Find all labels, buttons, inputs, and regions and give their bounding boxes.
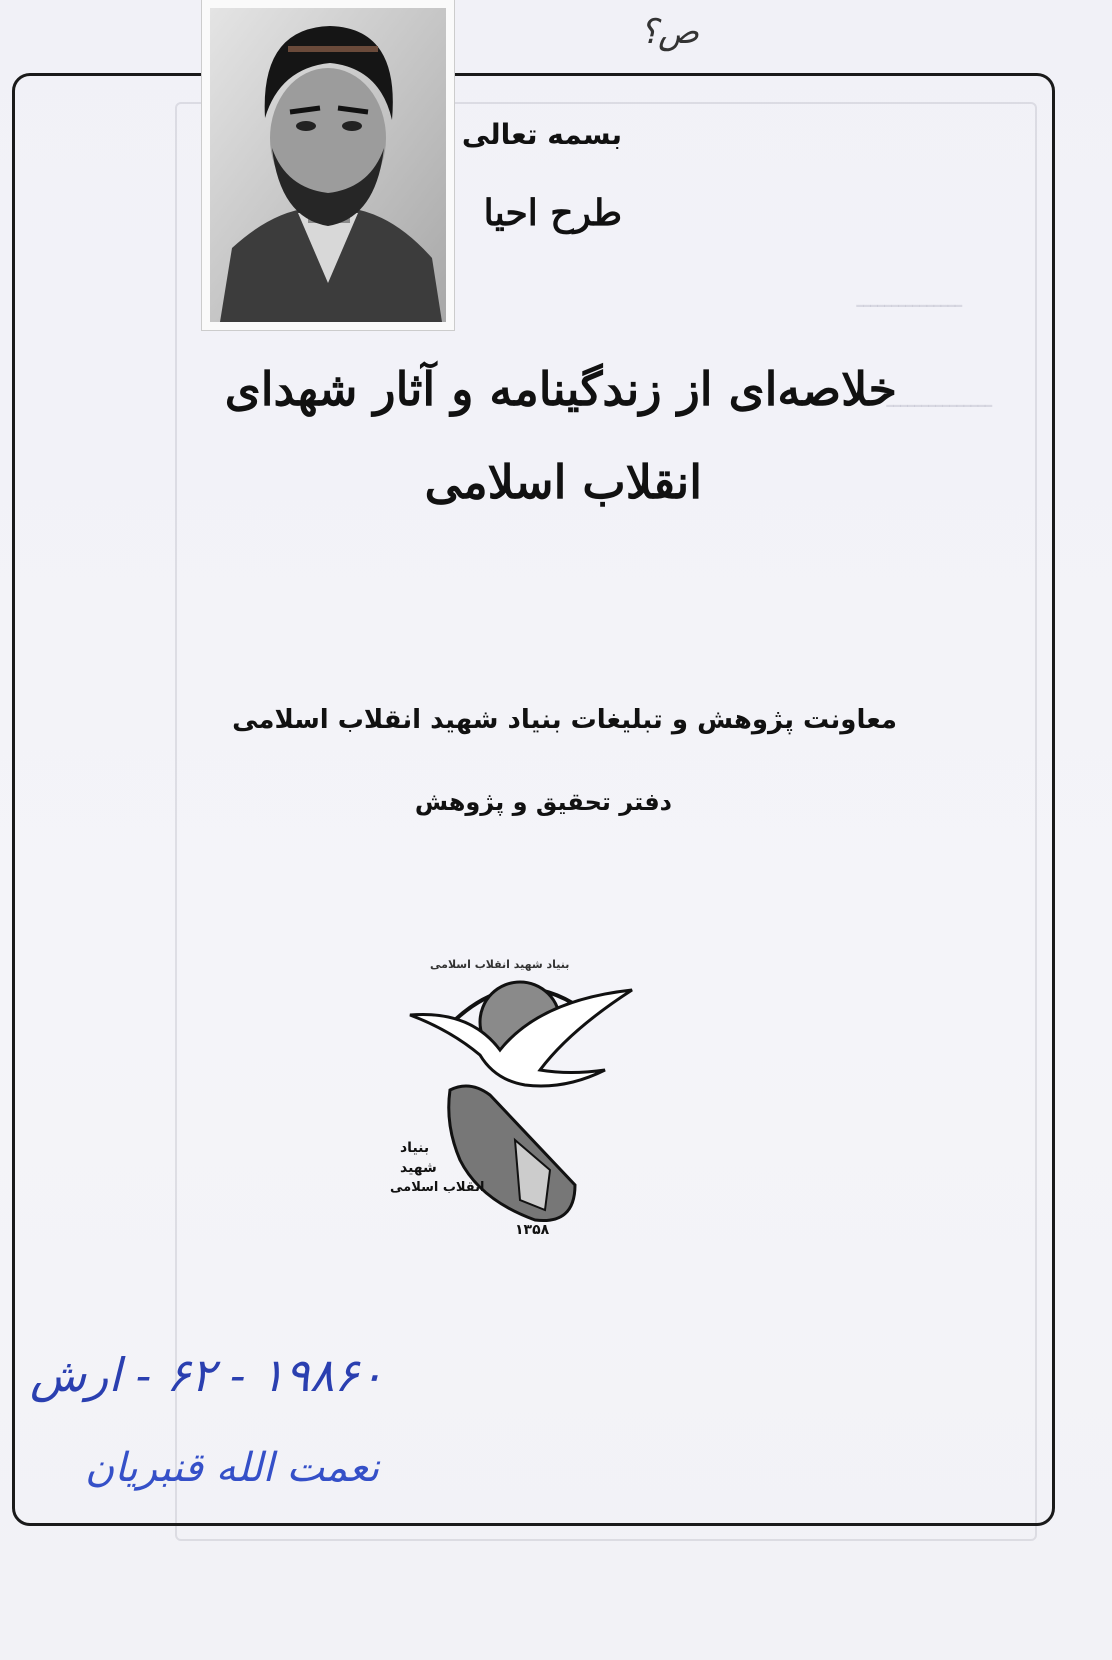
bleed-through-text: ـــــــــــــــ bbox=[886, 385, 992, 413]
document-title-line-2: انقلاب اسلامی bbox=[424, 455, 702, 509]
emblem-side-text-1: بنیاد bbox=[400, 1140, 430, 1156]
emblem-top-text: بنیاد شهید انقلاب اسلامی bbox=[430, 958, 570, 971]
handwritten-record-number: ۱۹۸۶۰ - ۶۲ - ارش bbox=[30, 1348, 384, 1402]
foundation-emblem bbox=[390, 960, 640, 1264]
bismillah-heading: بسمه تعالی bbox=[461, 118, 622, 151]
portrait-image bbox=[210, 8, 446, 322]
document-title-line-1: خلاصه‌ای از زندگینامه و آثار شهدای bbox=[224, 362, 897, 416]
dove-emblem-icon bbox=[400, 960, 640, 1260]
emblem-year: ۱۳۵۸ bbox=[515, 1222, 550, 1238]
emblem-side-text-3: انقلاب اسلامی bbox=[390, 1180, 485, 1195]
project-name: طرح احیا bbox=[483, 192, 622, 234]
handwritten-name: نعمت الله قنبریان bbox=[85, 1445, 380, 1491]
office-name: دفتر تحقیق و پژوهش bbox=[414, 788, 672, 816]
portrait-photo bbox=[202, 0, 454, 330]
emblem-side-text-2: شهید bbox=[400, 1160, 437, 1176]
bleed-through-text: ـــــــــــــــ bbox=[856, 285, 962, 313]
top-handwritten-note: ص؟ bbox=[640, 12, 700, 52]
department-name: معاونت پژوهش و تبلیغات بنیاد شهید انقلاب اسلامی bbox=[232, 705, 897, 735]
